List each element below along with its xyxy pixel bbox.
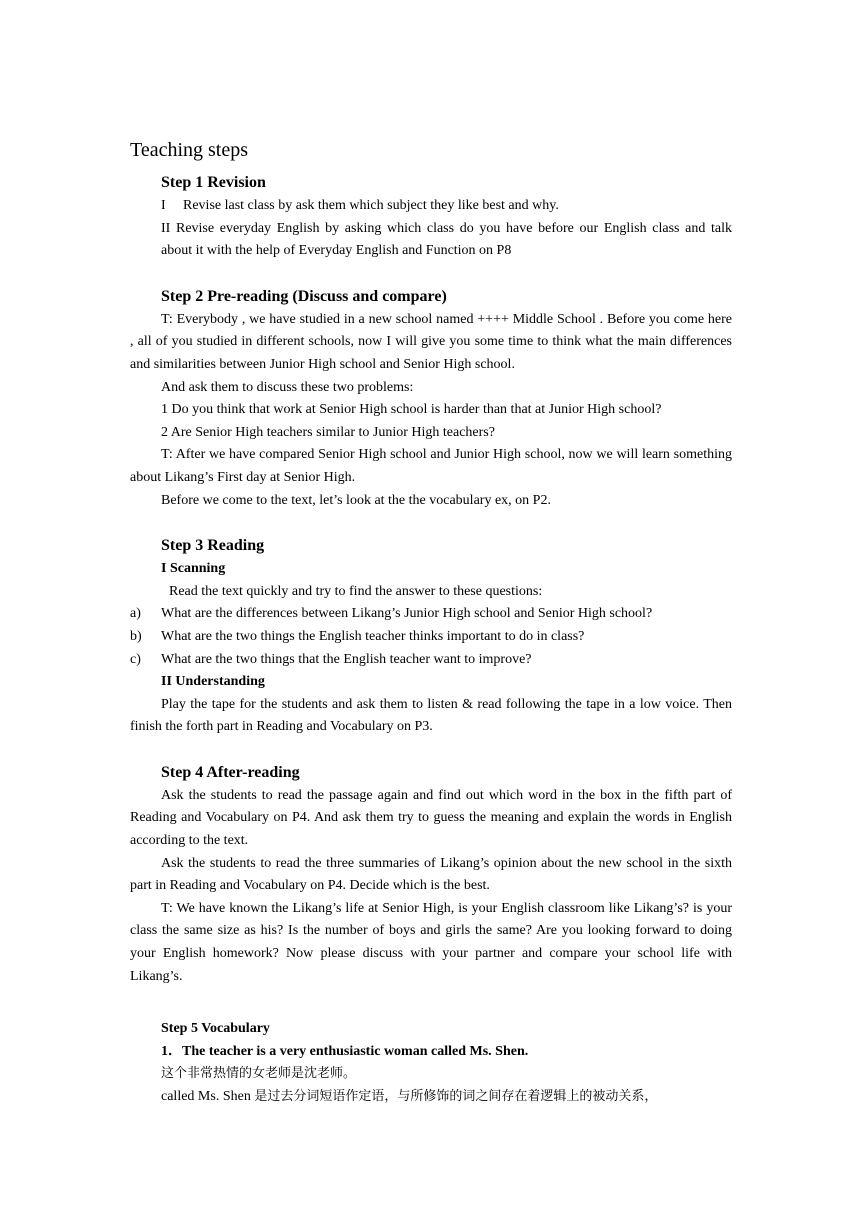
spacer (130, 988, 732, 1018)
step3-title: Step 3 Reading (161, 537, 265, 555)
step2-question-1: 1 Do you think that work at Senior High school is harder than that at Junior High school? (161, 402, 662, 418)
understanding-text: Play the tape for the students and ask them to listen & read following the tape in a low voice. Then finish the forth part in Reading and Vocabulary on P3. (130, 696, 732, 735)
step2-paragraph-4: Before we come to the text, let’s look at the the vocabulary ex, on P2. (161, 492, 551, 508)
list-item (130, 626, 732, 649)
step2-title: Step 2 Pre-reading (Discuss and compare) (161, 287, 447, 305)
spacer (130, 739, 732, 761)
spacer (130, 512, 732, 534)
step4-paragraph-3: T: We have known the Likang’s life at Senior High, is your English classroom like Likang’s? is your class the same size as his? Is the number of boys and girls the same? Are you looking forward to doing your English homework? Now please discuss with your partner and compare your school life with Likang’s. (130, 900, 732, 984)
scanning-intro: Read the text quickly and try to find the answer to these questions: (169, 583, 543, 599)
step1-item-ii: II Revise everyday English by asking which class do you have before our English class and talk about it with the help of Everyday English and Function on P8 (161, 220, 732, 259)
vocab-item-1: 1．The teacher is a very enthusiastic woman called Ms. Shen. (161, 1043, 529, 1059)
vocab-item-1-translation: 这个非常热情的女老师是沈老师。 (161, 1066, 357, 1082)
vocab-item-1-note (130, 1086, 732, 1109)
list-item (130, 649, 732, 672)
document-title: Teaching steps (130, 139, 249, 161)
step2-paragraph-1: T: Everybody , we have studied in a new school named ++++ Middle School . Before you come here , all of you studied in different schools, now I will give you some time to think what the main differences and similarities between Junior High school and Senior High school. (130, 311, 732, 372)
list-marker: c) (130, 651, 141, 667)
step5-title: Step 5 Vocabulary (161, 1021, 270, 1037)
step4-title: Step 4 After-reading (161, 763, 300, 781)
list-marker: b) (130, 628, 142, 644)
scanning-title: I Scanning (161, 561, 226, 577)
vocab-note-explanation: 是过去分词短语作定语，与所修饰的词之间存在着逻辑上的被动关系， (254, 1089, 658, 1104)
list-text: What are the differences between Likang’s Junior High school and Senior High school? (161, 606, 653, 622)
step4-paragraph-2: Ask the students to read the three summaries of Likang’s opinion about the new school in the sixth part in Reading and Vocabulary on P4. Decide which is the best. (130, 855, 732, 894)
document-page (130, 136, 732, 1109)
understanding-title: II Understanding (161, 674, 265, 690)
spacer (130, 263, 732, 285)
list-item (130, 603, 732, 626)
step1-item-i-text: Revise last class by ask them which subject they like best and why. (183, 198, 559, 213)
list-text: What are the two things that the English teacher want to improve? (161, 651, 532, 667)
step2-question-2: 2 Are Senior High teachers similar to Junior High teachers? (161, 424, 495, 440)
step2-paragraph-3: T: After we have compared Senior High school and Junior High school, now we will learn something about Likang’s First day at Senior High. (130, 447, 732, 485)
list-text: What are the two things the English teacher thinks important to do in class? (161, 628, 585, 644)
step1-title: Step 1 Revision (161, 174, 266, 191)
step4-paragraph-1: Ask the students to read the passage again and find out which word in the box in the fifth part of Reading and Vocabulary on P4. And ask them try to guess the meaning and explain the words in English according to the text. (130, 787, 732, 849)
step2-paragraph-2: And ask them to discuss these two problems: (161, 379, 414, 395)
step1-item-i-number: I (161, 198, 166, 213)
vocab-note-phrase: called Ms. Shen (161, 1089, 251, 1104)
step1-item-i (130, 195, 732, 218)
list-marker: a) (130, 606, 141, 622)
